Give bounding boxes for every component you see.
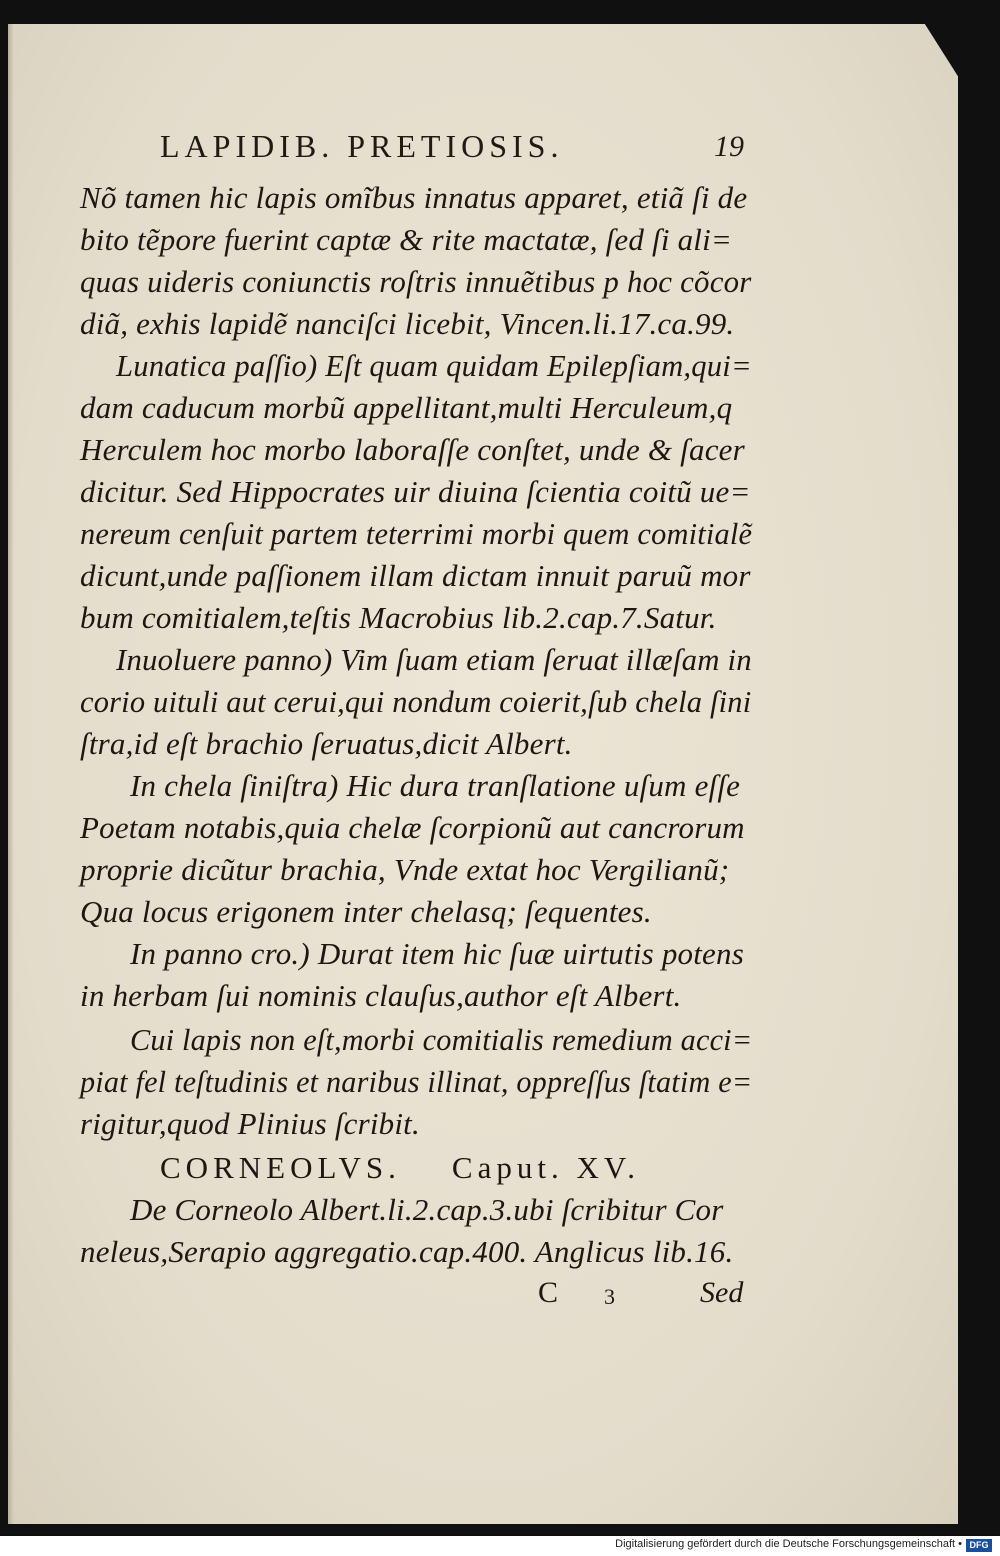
digitization-footer bbox=[0, 1536, 1000, 1556]
running-head: LAPIDIB. PRETIOSIS. bbox=[160, 128, 564, 164]
text-line: bito tẽpore fuerint captæ & rite mactatæ, ſed ſi ali= bbox=[80, 222, 733, 257]
text-line: Lunatica paſſio) Eſt quam quidam Epilepſiam,qui= bbox=[116, 348, 752, 383]
text-line: Cui lapis non eſt,morbi comitialis remedium acci= bbox=[130, 1022, 753, 1057]
text-line: Herculem hoc morbo laboraſſe conſtet, unde & ſacer bbox=[80, 432, 745, 467]
text-line: nereum cenſuit partem teterrimi morbi quem comitialẽ bbox=[80, 516, 753, 551]
text-line: dicunt,unde paſſionem illam dictam innuit paruũ mor bbox=[80, 558, 751, 593]
page-binding-shadow bbox=[8, 24, 14, 1524]
text-line: Qua locus erigonem inter chelasq; ſequentes. bbox=[80, 894, 652, 929]
text-line: In panno cro.) Durat item hic ſuæ uirtutis potens bbox=[130, 936, 744, 971]
text-line: proprie dicũtur brachia, Vnde extat hoc Vergilianũ; bbox=[80, 852, 730, 887]
text-line: Inuoluere panno) Vim ſuam etiam ſeruat illæſam in bbox=[116, 642, 752, 677]
text-line: De Corneolo Albert.li.2.cap.3.ubi ſcribitur Cor bbox=[130, 1192, 724, 1227]
text-line: bum comitialem,teſtis Macrobius lib.2.cap.7.Satur. bbox=[80, 600, 717, 635]
text-line: in herbam ſui nominis clauſus,author eſt Albert. bbox=[80, 978, 682, 1013]
text-line: dam caducum morbũ appellitant,multi Herculeum,q bbox=[80, 390, 733, 425]
text-line: corio uituli aut cerui,qui nondum coierit,ſub chela ſini bbox=[80, 684, 752, 719]
funding-credit: Digitalisierung gefördert durch die Deutsche Forschungsgemeinschaft • bbox=[615, 1538, 962, 1550]
catchword: Sed bbox=[700, 1276, 744, 1309]
signature-number: 3 bbox=[604, 1284, 615, 1309]
text-line: Nõ tamen hic lapis omĩbus innatus apparet, etiã ſi de bbox=[80, 180, 748, 215]
text-line: rigitur,quod Plinius ſcribit. bbox=[80, 1106, 420, 1141]
text-line: ſtra,id eſt brachio ſeruatus,dicit Albert. bbox=[80, 726, 573, 761]
text-line: quas uideris coniunctis roſtris innuẽtibus p hoc cõcor bbox=[80, 264, 752, 299]
text-line: In chela ſiniſtra) Hic dura tranſlatione uſum eſſe bbox=[130, 768, 741, 803]
text-line: neleus,Serapio aggregatio.cap.400. Anglicus lib.16. bbox=[80, 1234, 734, 1269]
chapter-heading: CORNEOLVS. Caput. XV. bbox=[160, 1150, 640, 1185]
text-line: Poetam notabis,quia chelæ ſcorpionũ aut cancrorum bbox=[80, 810, 745, 845]
signature-mark: C bbox=[538, 1276, 559, 1309]
text-line: dicitur. Sed Hippocrates uir diuina ſcientia coitũ ue= bbox=[80, 474, 751, 509]
dfg-logo-icon: DFG bbox=[966, 1539, 992, 1552]
text-line: piat fel teſtudinis et naribus illinat, oppreſſus ſtatim e= bbox=[80, 1064, 753, 1099]
page-number: 19 bbox=[714, 130, 744, 163]
page-header bbox=[0, 128, 1000, 178]
text-line: diã, exhis lapidẽ nanciſci licebit, Vincen.li.17.ca.99. bbox=[80, 306, 735, 341]
